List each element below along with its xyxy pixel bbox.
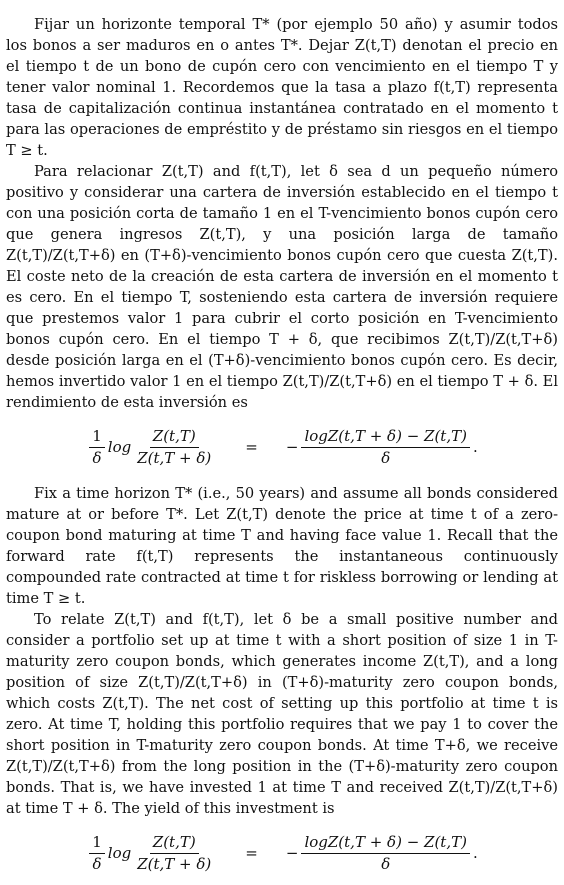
equation-spanish [6, 415, 558, 479]
minus-sign: − [285, 843, 299, 862]
rhs-fraction [301, 833, 470, 874]
spanish-paragraph-1: Fijar un horizonte temporal T* (por ejemplo 50 año) y asumir todos los bonos a ser maduros en o antes T*. Dejar Z(t,T) denotan el precio en el tiempo t de un bono de cupón cero con vencimiento en el tiempo T y tener valor nominal 1. Recordemos que la tasa a plazo f(t,T) representa tasa de capitalización continua instantánea contratado en el momento t para las operaciones de empréstito y de préstamo sin riesgos en el tiempo T ≥ t. [6, 16, 558, 159]
frac-numerator: 1 [89, 833, 105, 854]
frac-numerator: 1 [89, 427, 105, 448]
lhs-fraction [134, 427, 214, 468]
lhs-numerator: Z(t,T) [150, 833, 199, 854]
lhs-denominator: Z(t,T + δ) [137, 448, 212, 467]
one-over-delta [89, 833, 105, 874]
rhs-numerator: logZ(t,T + δ) − Z(t,T) [301, 833, 470, 854]
english-paragraph-2: To relate Z(t,T) and f(t,T), let δ be a small positive number and consider a portfolio set up at time t with a short position of size 1 in T-maturity zero coupon bonds, which generates income Z(t,T), and a long position of size Z(t,T)/Z(t,T+δ) in (T+δ)-maturity zero coupon bonds, which costs Z(t,T). The net cost of setting up this portfolio at time t is zero. At time T, holding this portfolio requires that we pay 1 to cover the short position in T-maturity zero coupon bonds. At time T+δ, we receive Z(t,T)/Z(t,T+δ) from the long position in the (T+δ)-maturity zero coupon bonds. That is, we have invested 1 at time T and received Z(t,T)/Z(t,T+δ) at time T + δ. The yield of this investment is [6, 611, 558, 817]
equals-sign: = [245, 843, 258, 862]
equation-period: . [472, 437, 478, 456]
spanish-paragraph-2: Para relacionar Z(t,T) and f(t,T), let δ sea d un pequeño número positivo y considerar una cartera de inversión establecido en el tiempo t con una posición corta de tamaño 1 en el T-vencimiento bonos cupón cero que genera ingresos Z(t,T), y una posición larga de tamaño Z(t,T)/Z(t,T+δ) en (T+δ)-vencimiento bonos cupón cero que cuesta Z(t,T). El coste neto de la creación de esta cartera de inversión en el momento t es cero. En el tiempo T, sosteniendo esta cartera de inversión requiere que prestemos valor 1 para cubrir el corto posición en T-vencimiento bonos cupón cero. En el tiempo T + δ, que recibimos Z(t,T)/Z(t,T+δ) desde posición larga en el (T+δ)-vencimiento bonos cupón cero. Es decir, hemos invertido valor 1 en el tiempo Z(t,T)/Z(t,T+δ) en el tiempo T + δ. El rendimiento de esta inversión es [6, 163, 558, 411]
english-paragraph-1: Fix a time horizon T* (i.e., 50 years) and assume all bonds considered mature at or before T*. Let Z(t,T) denote the price at time t of a zero-coupon bond maturing at time T and having face value 1. Recall that the forward rate f(t,T) represents the instantaneous continuously compounded rate contracted at time t for riskless borrowing or lending at time T ≥ t. [6, 485, 558, 607]
lhs-fraction [134, 833, 214, 874]
log-symbol: log [107, 843, 132, 862]
log-symbol: log [107, 437, 132, 456]
equation-english [6, 821, 558, 885]
equals-sign: = [245, 437, 258, 456]
rhs-fraction [301, 427, 470, 468]
frac-denominator: δ [92, 854, 102, 873]
rhs-denominator: δ [381, 448, 391, 467]
lhs-denominator: Z(t,T + δ) [137, 854, 212, 873]
rhs-denominator: δ [381, 854, 391, 873]
one-over-delta [89, 427, 105, 468]
frac-denominator: δ [92, 448, 102, 467]
equation-period: . [472, 843, 478, 862]
minus-sign: − [285, 437, 299, 456]
rhs-numerator: logZ(t,T + δ) − Z(t,T) [301, 427, 470, 448]
lhs-numerator: Z(t,T) [150, 427, 199, 448]
